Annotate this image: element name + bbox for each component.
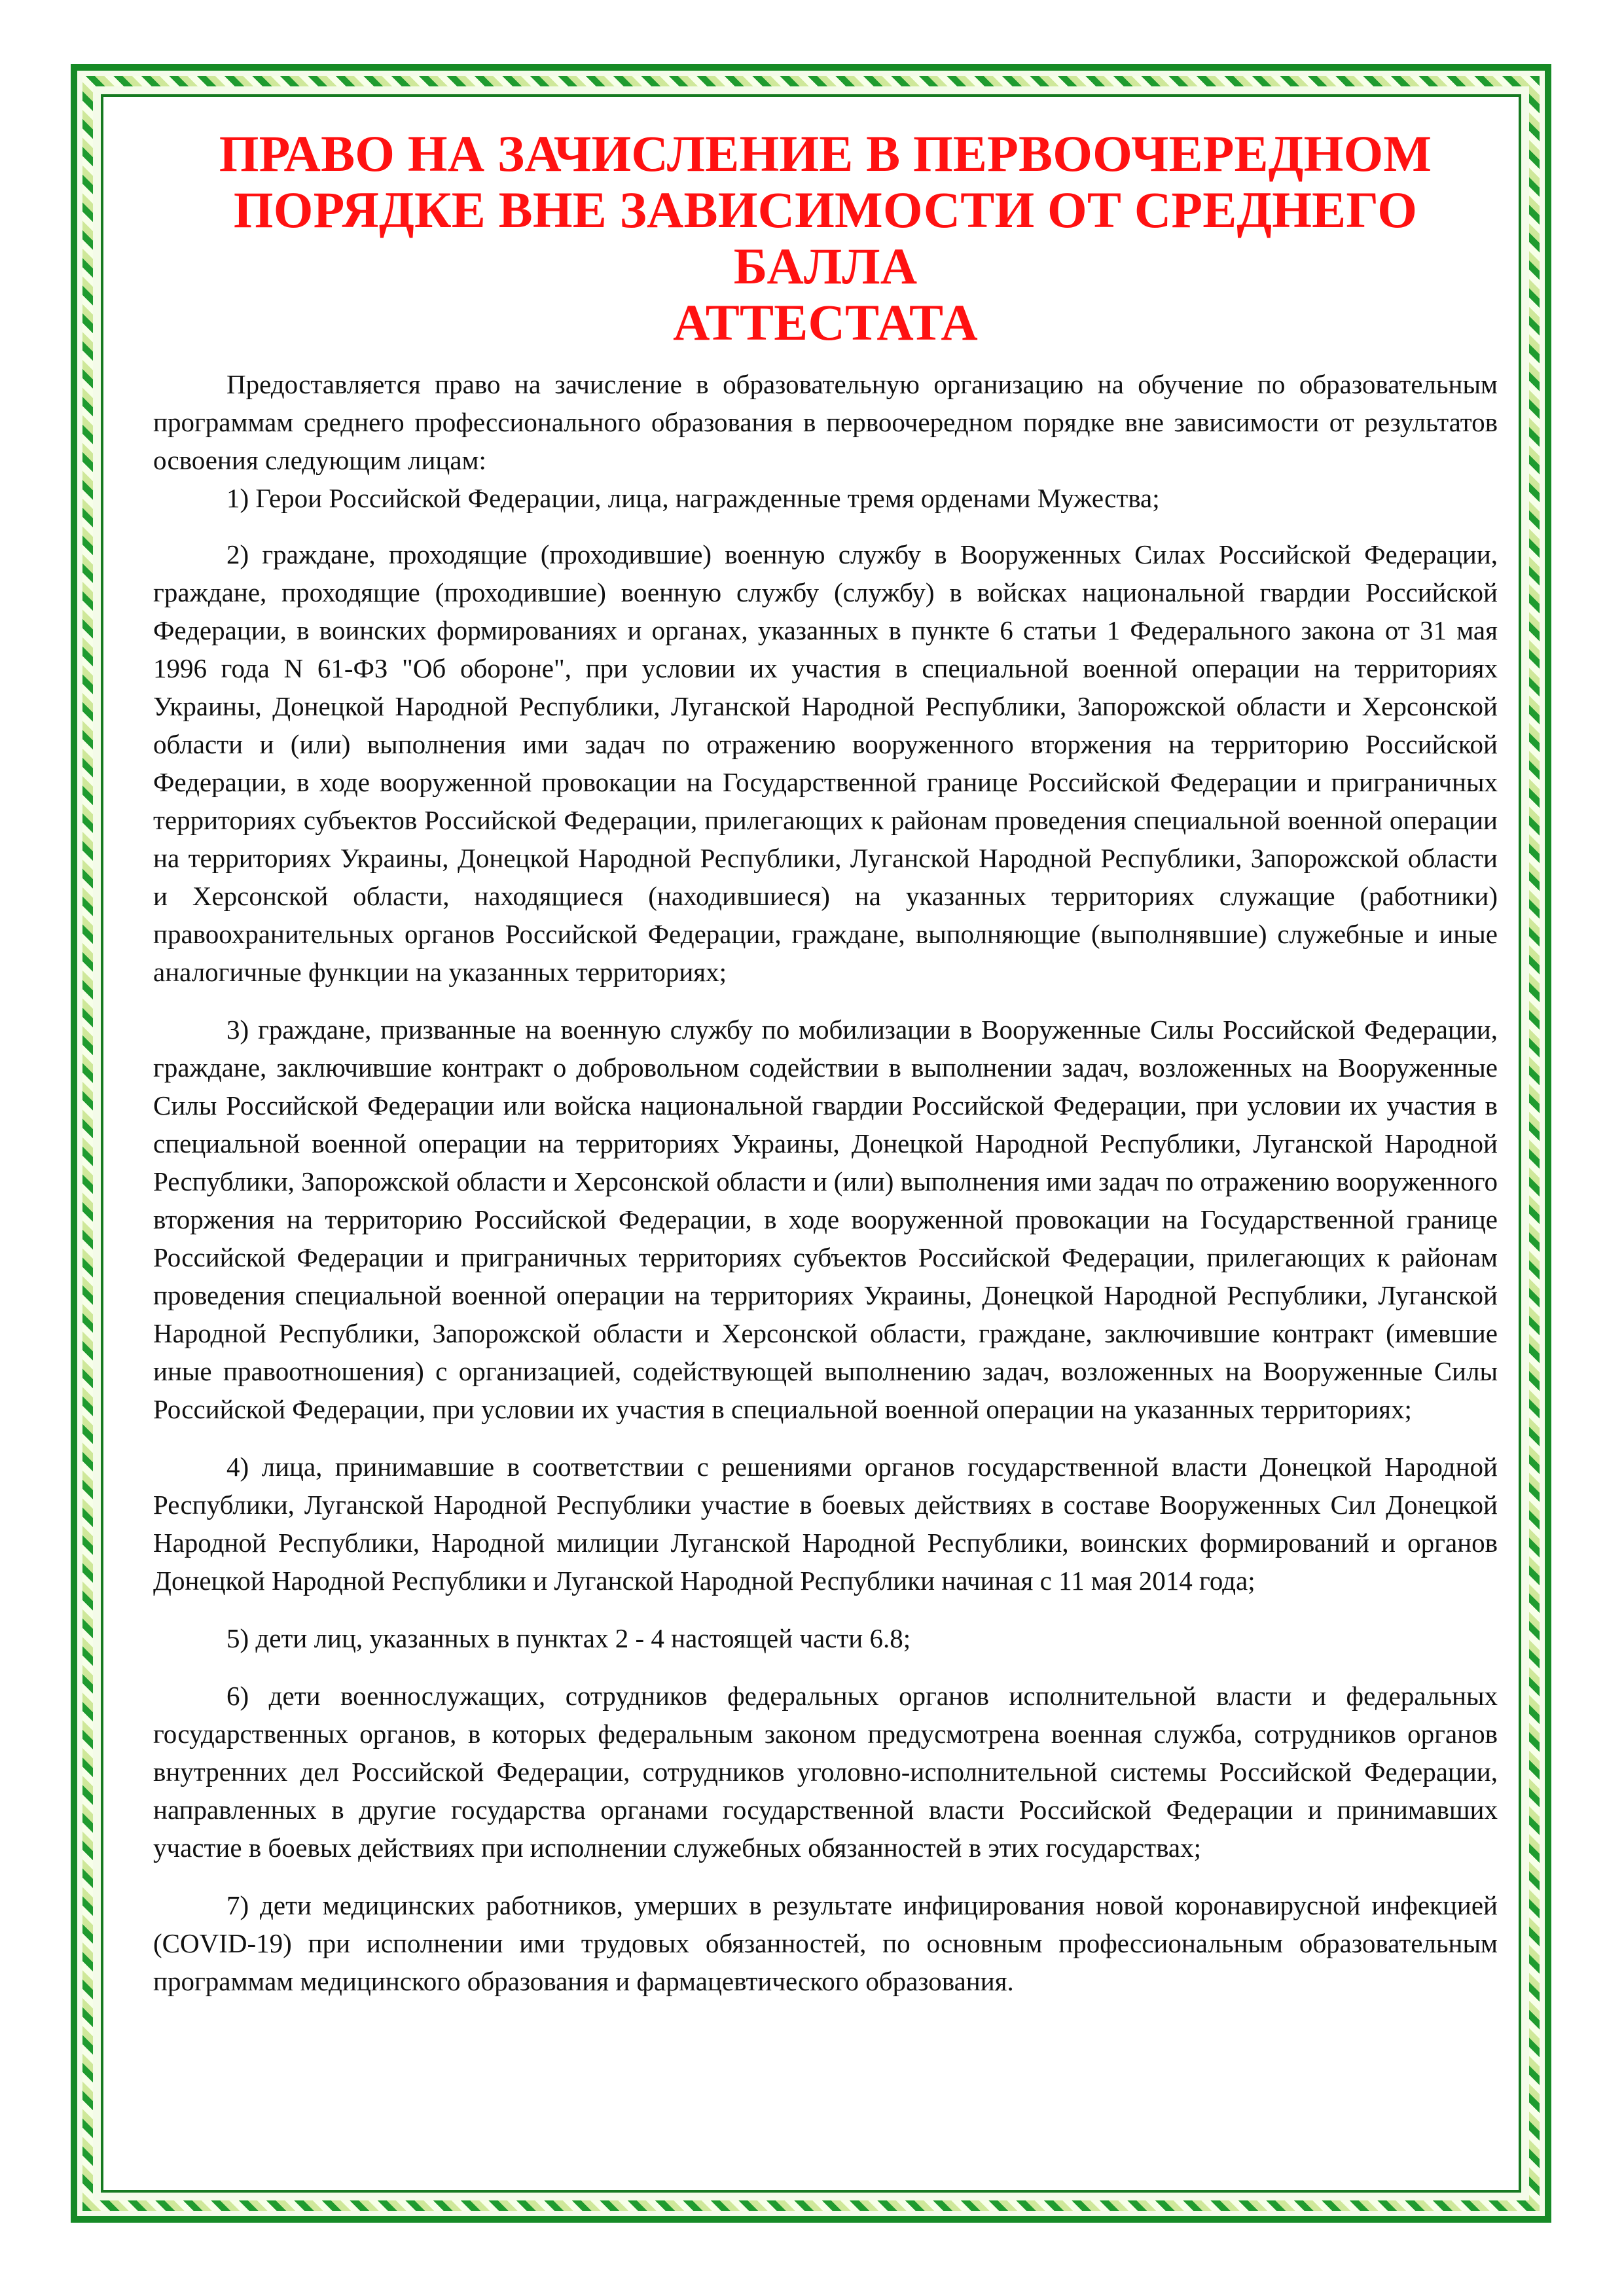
list-item-6: 6) дети военнослужащих, сотрудников федеральных органов исполнительной власти и федеральных государственных органов, в которых федеральным законом предусмотрена военная служба, сотрудников органов внутренних дел Российской Федерации, сотрудников уголовно-исполнительной системы Российской Федерации, направленных в другие государства органами государственной власти Российской Федерации и принимавших участие в боевых действиях при исполнении служебных обязанностей в этих государствах; (153, 1681, 1498, 1863)
list-item-4: 4) лица, принимавшие в соответствии с решениями органов государственной власти Донецкой Народной Республики, Луганской Народной Республики участие в боевых действиях в составе Вооруженных Сил Донецкой Народной Республики, Народной милиции Луганской Народной Республики, воинских формирований и органов Донецкой Народной Республики и Луганской Народной Республики начиная с 11 мая 2014 года; (153, 1452, 1498, 1596)
list-item-5: 5) дети лиц, указанных в пунктах 2 - 4 настоящей части 6.8; (226, 1623, 911, 1653)
page-title (153, 126, 1498, 351)
list-item-2: 2) граждане, проходящие (проходившие) военную службу в Вооруженных Силах Российской Федерации, граждане, проходящие (проходившие) военную службу (службу) в войсках национальной гвардии Российской Федерации, в воинских формированиях и органах, указанных в пункте 6 статьи 1 Федерального закона от 31 мая 1996 года N 61-ФЗ "Об обороне", при условии их участия в специальной военной операции на территориях Украины, Донецкой Народной Республики, Луганской Народной Республики, Запорожской области и Херсонской области и (или) выполнения ими задач по отражению вооруженного вторжения на территорию Российской Федерации, в ходе вооруженной провокации на Государственной границе Российской Федерации и приграничных территориях субъектов Российской Федерации, прилегающих к районам проведения специальной военной операции на территориях Украины, Донецкой Народной Республики, Луганской Народной Республики, Запорожской области и Херсонской области, находящиеся (находившиеся) на указанных территориях служащие (работники) правоохранительных органов Российской Федерации, граждане, выполняющие (выполнявшие) служебные и иные аналогичные функции на указанных территориях; (153, 539, 1498, 987)
title-line-1: ПРАВО НА ЗАЧИСЛЕНИЕ В ПЕРВООЧЕРЕДНОМ (219, 125, 1432, 182)
document-panel (101, 94, 1521, 2193)
document-content (153, 126, 1498, 2020)
list-item-1: 1) Герои Российской Федерации, лица, награжденные тремя орденами Мужества; (226, 483, 1160, 513)
decorative-border-frame (71, 64, 1551, 2223)
title-line-3: АТТЕСТАТА (673, 294, 978, 351)
list-item-3: 3) граждане, призванные на военную службу по мобилизации в Вооруженные Силы Российской Федерации, граждане, заключившие контракт о добровольном содействии в выполнении задач, возложенных на Вооруженные Силы Российской Федерации или войска национальной гвардии Российской Федерации, при условии их участия в специальной военной операции на территориях Украины, Донецкой Народной Республики, Луганской Народной Республики, Запорожской области и Херсонской области и (или) выполнения ими задач по отражению вооруженного вторжения на территорию Российской Федерации, в ходе вооруженной провокации на Государственной границе Российской Федерации и приграничных территориях субъектов Российской Федерации, прилегающих к районам проведения специальной военной операции на территориях Украины, Донецкой Народной Республики, Луганской Народной Республики, Запорожской области и Херсонской области, граждане, заключившие контракт (имевшие иные правоотношения) с организацией, содействующей выполнению задач, возложенных на Вооруженные Силы Российской Федерации, при условии их участия в специальной военной операции на указанных территориях; (153, 1014, 1498, 1424)
intro-paragraph: Предоставляется право на зачисление в образовательную организацию на обучение по образовательным программам среднего профессионального образования в первоочередном порядке вне зависимости от результатов освоения следующим лицам: (153, 369, 1498, 475)
title-line-2: ПОРЯДКЕ ВНЕ ЗАВИСИМОСТИ ОТ СРЕДНЕГО БАЛЛА (233, 181, 1418, 295)
list-item-7: 7) дети медицинских работников, умерших в результате инфицирования новой коронавирусной инфекцией (COVID-19) при исполнении ими трудовых обязанностей, по основным профессиональным образовательным программам медицинского образования и фармацевтического образования. (153, 1890, 1498, 1996)
